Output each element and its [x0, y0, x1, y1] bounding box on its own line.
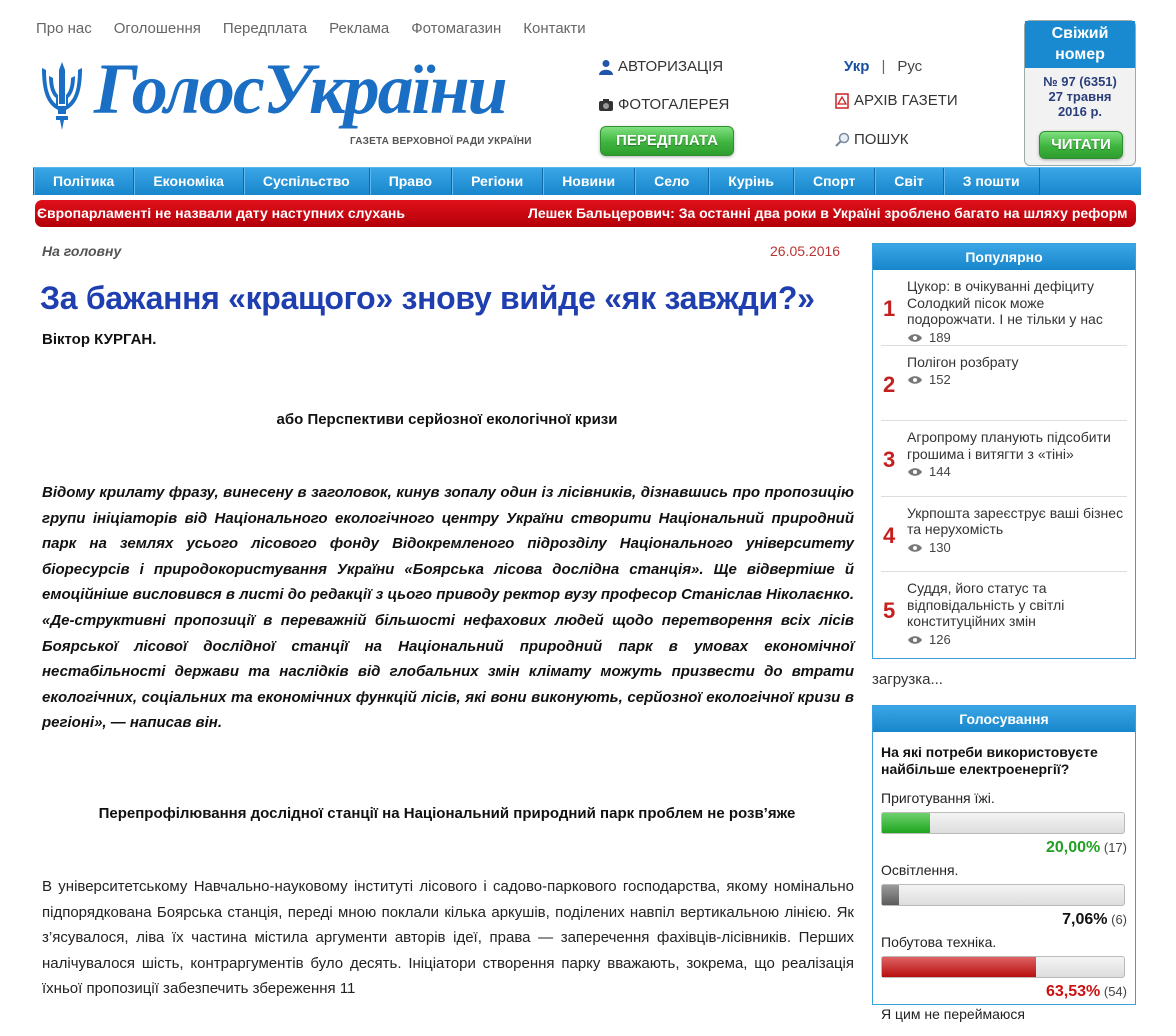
archive-label: АРХІВ ГАЗЕТИ [854, 92, 958, 109]
top-link-advertising[interactable]: Реклама [329, 20, 390, 37]
logo-subtitle: ГАЗЕТА ВЕРХОВНОЇ РАДИ УКРАЇНИ [350, 136, 532, 147]
poll-bar-fill [882, 885, 899, 905]
poll-percent: 20,00% [1045, 839, 1101, 856]
poll-bar [881, 956, 1125, 978]
popular-box [872, 243, 1136, 659]
main-nav [33, 167, 1141, 195]
read-issue-button[interactable]: ЧИТАТИ [1039, 131, 1123, 159]
subscribe-button[interactable]: ПЕРЕДПЛАТА [600, 126, 734, 156]
nav-item-politics[interactable]: Політика [33, 168, 133, 195]
list-item[interactable] [881, 270, 1127, 346]
poll-option-label: Приготування їжі. [881, 790, 995, 806]
poll-bar [881, 812, 1125, 834]
top-links [36, 20, 586, 37]
eye-icon [907, 333, 923, 343]
search-label: ПОШУК [854, 131, 909, 148]
camera-icon [598, 97, 614, 113]
list-item[interactable] [881, 572, 1127, 648]
eye-icon [907, 543, 923, 553]
eye-icon [907, 635, 923, 645]
article-body: В університетському Навчально-науковому інституті лісового і садово-паркового господарства, якому номінально підпорядкована Боярська станція, переді мною поклали кілька аркушів, поділених навпіл вертикальною лінією. Як з’ясувалося, ліва їх частина містила аргументи авторів ідеї, права — заперечення фахівців-лісівників. Перших налічувалося шість, контраргументів було десять. Ініціатори створення парку вважають, зокрема, що реалізація їхньої пропозиції забезпечить збереження 11 [42, 878, 854, 998]
popular-item-title[interactable]: Агропрому планують підсобити грошима і витягти з «тіні» [907, 429, 1111, 462]
lang-rus[interactable]: Рус [897, 58, 923, 75]
language-switch [844, 58, 922, 75]
loading-text: загрузка... [872, 671, 943, 688]
lang-ukr[interactable]: Укр [844, 58, 870, 75]
rank-number: 1 [883, 296, 896, 321]
news-ticker [35, 200, 1136, 227]
poll-option[interactable] [881, 790, 1127, 857]
top-link-contacts[interactable]: Контакти [523, 20, 586, 37]
article-section-heading: Перепрофілювання дослідної станції на Національний природний парк проблем не розв’яже [98, 805, 796, 822]
view-count: 144 [929, 464, 951, 480]
view-count: 126 [929, 631, 951, 647]
logo-title: ГолосУкраїни [94, 49, 506, 129]
popular-title: Популярно [873, 244, 1135, 270]
popular-item-title[interactable]: Суддя, його статус та відповідальність у світлі конституційних змін [907, 580, 1065, 630]
list-item[interactable] [881, 346, 1127, 422]
rank-number: 2 [883, 371, 896, 397]
top-link-photoshop[interactable]: Фотомагазин [411, 20, 502, 37]
rank-number: 3 [883, 447, 896, 473]
poll-option[interactable] [881, 1006, 1127, 1022]
article-subhead: або Перспективи серйозної екологічної кризи [276, 411, 618, 428]
nav-item-news[interactable]: Новини [542, 168, 634, 195]
top-link-subscription[interactable]: Передплата [222, 20, 308, 37]
view-count: 130 [929, 539, 951, 555]
trident-icon [38, 60, 86, 132]
issue-number: № 97 (6351) [1043, 74, 1117, 89]
poll-votes: (6) [1111, 912, 1127, 927]
ticker-item[interactable]: Європарламенті не назвали дату наступних слухань [37, 205, 405, 221]
user-icon [598, 59, 614, 75]
issue-date-line2: 2016 р. [1057, 104, 1103, 119]
poll-title: Голосування [873, 706, 1135, 732]
pdf-icon [834, 93, 850, 109]
poll-bar-fill [882, 813, 930, 833]
poll-votes: (17) [1103, 840, 1127, 855]
rank-number: 4 [883, 522, 896, 548]
nav-item-kurin[interactable]: Курінь [708, 168, 793, 195]
auth-label: АВТОРИЗАЦІЯ [618, 58, 724, 75]
eye-icon [907, 467, 923, 477]
poll-question: На які потреби використовуєте найбільше електроенергії? [881, 744, 1098, 777]
poll-percent: 63,53% [1045, 983, 1101, 1000]
poll-box [872, 705, 1136, 1022]
poll-percent: 7,06% [1062, 911, 1108, 928]
popular-item-title[interactable]: Цукор: в очікуванні дефіциту Солодкий пісок може подорожчати. І не тільки у нас [907, 278, 1103, 327]
lang-separator: | [881, 58, 886, 75]
nav-item-society[interactable]: Суспільство [243, 168, 369, 195]
page-title: За бажання «кращого» знову вийде «як завжди?» [40, 280, 815, 316]
poll-option[interactable] [881, 934, 1127, 1001]
poll-option[interactable] [881, 862, 1127, 929]
popular-item-title[interactable]: Полігон розбрату [907, 353, 1019, 370]
poll-option-label: Побутова техніка. [881, 934, 997, 950]
auth-link[interactable] [598, 58, 723, 75]
fresh-issue-box [1024, 20, 1136, 166]
nav-item-village[interactable]: Село [634, 168, 708, 195]
fresh-issue-title: Свіжий номер [1025, 21, 1135, 68]
gallery-label: ФОТОГАЛЕРЕЯ [618, 96, 730, 113]
ticker-item[interactable]: Лешек Бальцерович: За останні два роки в Україні зроблено багато на шляху реформ [528, 205, 1128, 221]
poll-option-label: Освітлення. [881, 862, 959, 878]
nav-item-world[interactable]: Світ [874, 168, 942, 195]
nav-item-economy[interactable]: Економіка [133, 168, 243, 195]
nav-item-regions[interactable]: Регіони [451, 168, 542, 195]
poll-bar-fill [882, 957, 1036, 977]
list-item[interactable] [881, 497, 1127, 573]
gallery-link[interactable] [598, 96, 729, 113]
search-icon [834, 132, 850, 148]
search-link[interactable] [834, 131, 908, 148]
article-date: 26.05.2016 [770, 243, 841, 259]
poll-bar [881, 884, 1125, 906]
archive-link[interactable] [834, 92, 958, 109]
rank-number: 5 [883, 598, 896, 624]
article-author: Віктор КУРГАН. [42, 331, 157, 348]
popular-item-title[interactable]: Укрпошта зареєструє ваші бізнес та нерухомість [907, 504, 1124, 538]
issue-date-line1: 27 травня [1048, 89, 1112, 104]
article-lead: Відому крилату фразу, винесену в заголовок, кинув зопалу один із лісівників, дізнавшись про пропозицію групи ініціаторів від Національного екологічного центру України створити Національний природний парк на землях усього лісового фонду Відокремленого підрозділу Національного університету біоресурсів і природокористування України «Боярська лісова дослідна станція». Ще відвертіше й емоційніше висловився в листі до редакції з цього приводу ректор вузу професор Станіслав Ніколаєнко. «Де-структивні пропозиції в переважній більшості нефахових людей щодо перетворення всіх лісів Боярської лісової дослідної станції на Національний природний парк в умовах економічної нестабільності держави та наслідків від глобальних змін клімату можуть призвести до втрати екологічних, соціальних та економічних функцій лісів, які вони виконують, серйозної екологічної кризи в регіоні», — написав він. [42, 484, 854, 732]
nav-item-mail[interactable]: З пошти [943, 168, 1040, 195]
nav-item-sport[interactable]: Спорт [793, 168, 874, 195]
list-item[interactable] [881, 421, 1127, 497]
top-link-ads[interactable]: Оголошення [113, 20, 201, 37]
top-link-about[interactable]: Про нас [36, 20, 92, 37]
nav-item-law[interactable]: Право [369, 168, 451, 195]
view-count: 189 [929, 329, 951, 345]
breadcrumb-home[interactable]: На головну [42, 243, 122, 259]
site-logo[interactable] [38, 49, 538, 152]
view-count: 152 [929, 372, 951, 388]
poll-votes: (54) [1103, 984, 1127, 999]
poll-option-label: Я цим не переймаюся [881, 1006, 1026, 1022]
eye-icon [907, 375, 923, 385]
